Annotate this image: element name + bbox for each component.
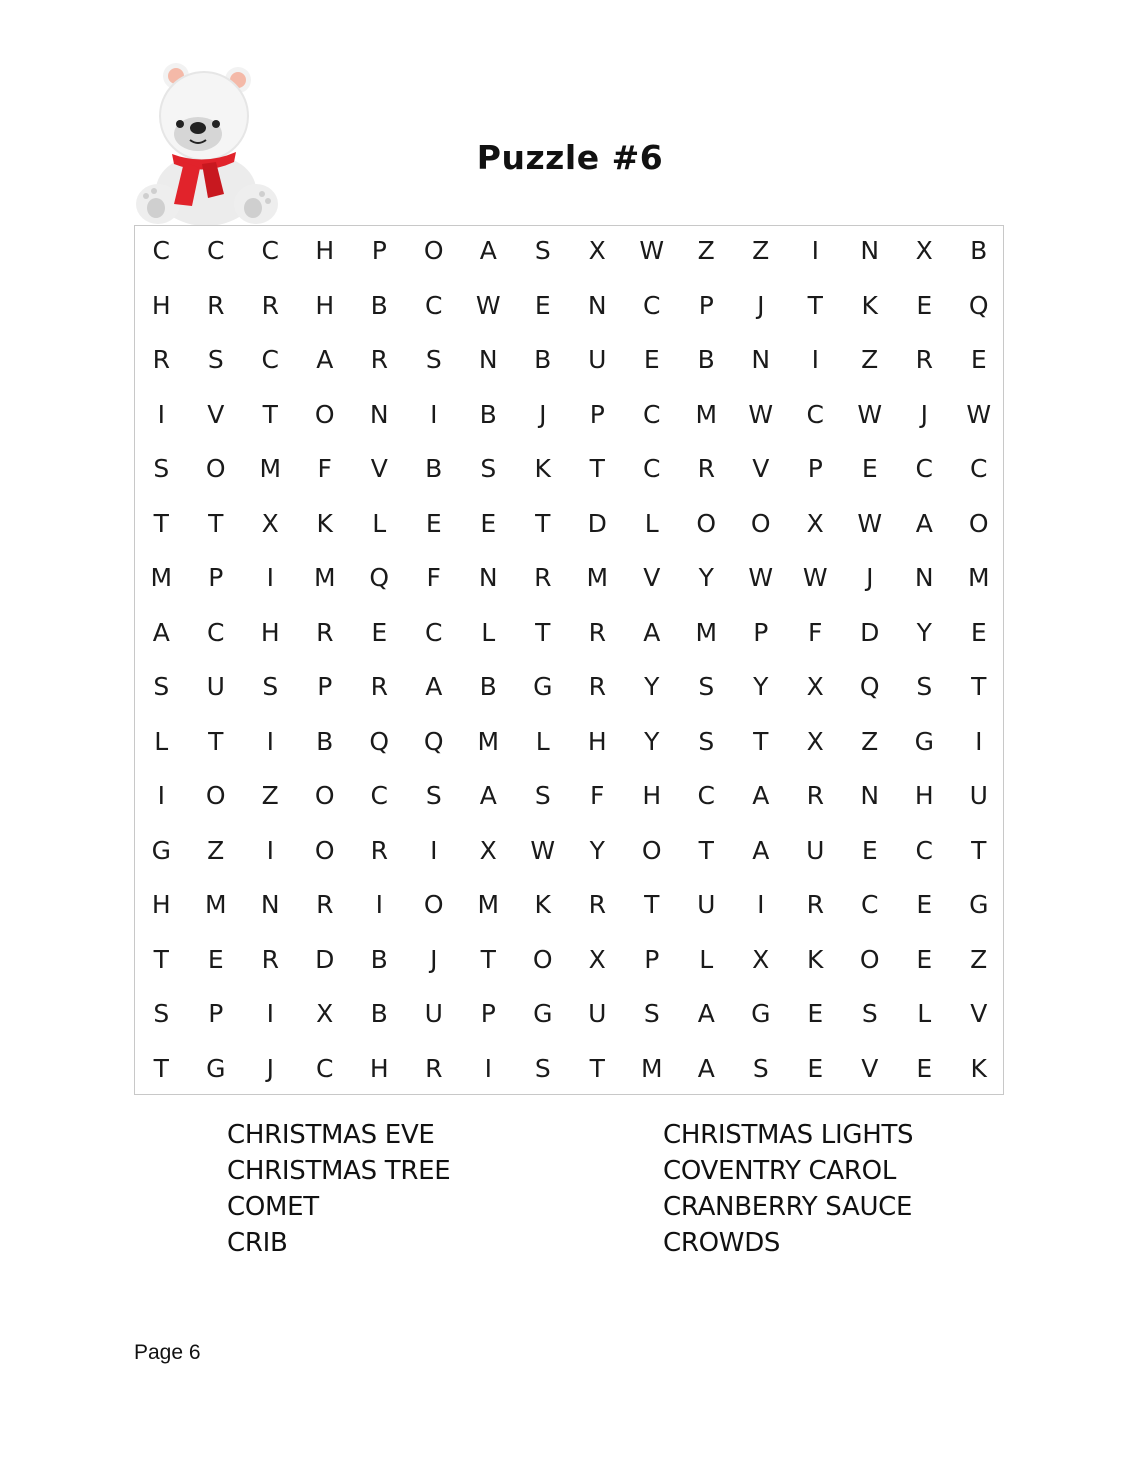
grid-letter: T [262,399,278,429]
grid-letter: R [152,345,170,374]
grid-letter: I [266,999,274,1028]
grid-letter: R [915,345,933,374]
grid-letter: W [748,399,774,429]
grid-letter: N [587,290,607,320]
grid-letter: E [480,508,497,538]
grid-letter: C [915,835,933,865]
grid-letter: Z [207,835,225,865]
grid-letter: P [317,672,333,701]
grid-letter: M [695,617,718,647]
grid-letter: Z [752,236,770,265]
grid-letter: I [157,781,165,810]
grid-letter: C [970,454,988,483]
grid-letter: R [425,1053,443,1083]
grid-letter: G [206,1053,226,1083]
grid-letter: P [589,399,605,429]
grid-letter: V [370,454,388,483]
grid-letter: R [370,345,388,374]
grid-letter: J [757,290,765,320]
grid-letter: X [316,999,334,1028]
grid-letter: P [644,944,660,974]
grid-letter: T [589,1053,605,1083]
word-list-item: COMET [227,1192,319,1222]
grid-letter: G [533,672,553,701]
grid-letter: J [266,1053,274,1083]
grid-letter: I [811,345,819,374]
grid-letter: J [920,399,928,429]
grid-letter: X [806,726,824,756]
grid-letter: B [370,944,388,974]
word-list-item: CHRISTMAS EVE [227,1120,435,1150]
grid-letter: E [807,1053,824,1083]
grid-letter: W [857,399,883,429]
grid-letter: C [370,781,388,810]
grid-letter: Y [698,563,714,592]
grid-letter: U [206,672,225,701]
grid-letter: S [153,454,170,483]
grid-letter: O [423,890,444,919]
grid-letter: E [534,290,551,320]
grid-letter: I [757,890,765,919]
grid-letter: M [695,399,718,429]
grid-letter: B [425,454,443,483]
grid-letter: J [539,399,547,429]
grid-letter: C [425,290,443,320]
grid-letter: P [208,999,224,1028]
grid-letter: T [589,454,605,483]
grid-letter: C [915,454,933,483]
grid-letter: S [643,999,660,1028]
grid-letter: Y [916,617,932,647]
grid-letter: O [423,236,444,265]
grid-letter: U [588,345,607,374]
grid-letter: H [260,617,280,647]
grid-letter: S [153,672,170,701]
grid-letter: T [153,1053,169,1083]
grid-letter: G [533,999,553,1028]
word-list-left [227,1117,450,1261]
grid-letter: R [697,454,715,483]
grid-letter: P [371,236,387,265]
grid-letter: H [151,890,171,919]
grid-letter: A [316,345,334,374]
grid-letter: I [375,890,383,919]
grid-letter: K [534,890,551,919]
grid-letter: O [532,944,553,974]
grid-letter: T [807,290,823,320]
grid-letter: Y [589,835,605,865]
grid-letter: E [916,1053,933,1083]
grid-letter: K [861,290,878,320]
word-list-item: CRANBERRY SAUCE [663,1192,913,1222]
grid-letter: I [430,835,438,865]
grid-letter: Z [861,726,879,756]
grid-letter: W [857,508,883,538]
grid-letter: V [861,1053,879,1083]
grid-letter: M [150,563,173,592]
grid-letter: J [430,944,438,974]
grid-letter: L [154,726,169,756]
grid-letter: B [479,672,497,701]
grid-letter: C [261,345,279,374]
grid-letter: G [751,999,771,1028]
grid-letter: E [371,617,388,647]
grid-letter: S [425,781,442,810]
grid-letter: N [369,399,389,429]
grid-letter: M [259,454,282,483]
grid-letter: X [261,508,279,538]
word-list-item: COVENTRY CAROL [663,1156,897,1186]
grid-letter: R [316,890,334,919]
grid-letter: T [535,617,551,647]
letter-grid [135,226,1003,1094]
grid-letter: D [315,944,335,974]
grid-letter: Q [423,726,444,756]
grid-letter: Z [970,944,988,974]
grid-letter: B [534,345,552,374]
grid-letter: N [260,890,280,919]
grid-letter: F [590,781,605,810]
grid-letter: R [316,617,334,647]
grid-letter: Y [753,672,769,701]
grid-letter: B [970,236,988,265]
grid-letter: B [479,399,497,429]
grid-letter: B [370,290,388,320]
grid-letter: S [698,672,715,701]
word-search-grid [134,225,1004,1095]
grid-letter: C [806,399,824,429]
grid-letter: E [643,345,660,374]
grid-letter: W [802,563,828,592]
grid-letter: F [317,454,332,483]
word-list-item: CRIB [227,1228,288,1258]
grid-letter: T [208,726,224,756]
grid-letter: U [697,890,716,919]
grid-letter: U [424,999,443,1028]
grid-letter: E [970,345,987,374]
grid-letter: C [643,399,661,429]
grid-letter: N [860,236,880,265]
grid-letter: R [370,672,388,701]
grid-letter: N [860,781,880,810]
grid-letter: Z [261,781,279,810]
grid-letter: R [588,672,606,701]
grid-letter: E [861,835,878,865]
grid-letter: M [313,563,336,592]
grid-letter: O [314,399,335,429]
grid-letter: C [425,617,443,647]
grid-letter: M [477,890,500,919]
grid-letter: N [751,345,771,374]
grid-letter: R [806,890,824,919]
grid-letter: T [971,672,987,701]
grid-letter: A [915,508,933,538]
grid-letter: H [369,1053,389,1083]
grid-letter: E [425,508,442,538]
grid-letter: R [806,781,824,810]
grid-letter: S [534,1053,551,1083]
grid-letter: H [642,781,662,810]
grid-letter: K [316,508,333,538]
grid-letter: A [643,617,661,647]
grid-letter: R [261,290,279,320]
grid-letter: Q [968,290,989,320]
grid-letter: Q [369,726,390,756]
grid-letter: V [643,563,661,592]
grid-letter: Q [369,563,390,592]
grid-letter: W [639,236,665,265]
grid-letter: O [696,508,717,538]
grid-letter: I [266,726,274,756]
grid-letter: H [315,290,335,320]
grid-letter: C [207,236,225,265]
grid-letter: Y [644,726,660,756]
word-list-item: CHRISTMAS LIGHTS [663,1120,914,1150]
grid-letter: L [372,508,387,538]
grid-letter: S [207,345,224,374]
grid-letter: O [314,835,335,865]
grid-letter: C [152,236,170,265]
grid-letter: X [806,672,824,701]
grid-letter: U [588,999,607,1028]
grid-letter: T [153,508,169,538]
grid-letter: S [752,1053,769,1083]
grid-letter: T [535,508,551,538]
grid-letter: L [644,508,659,538]
grid-letter: E [970,617,987,647]
grid-letter: C [261,236,279,265]
grid-letter: D [860,617,880,647]
grid-letter: P [698,290,714,320]
grid-letter: S [153,999,170,1028]
grid-letter: M [586,563,609,592]
grid-letter: C [316,1053,334,1083]
grid-letter: U [969,781,988,810]
grid-letter: W [475,290,501,320]
grid-letter: P [753,617,769,647]
grid-letter: B [697,345,715,374]
grid-letter: L [699,944,714,974]
word-list-item: CROWDS [663,1228,781,1258]
grid-letter: A [425,672,443,701]
grid-letter: L [917,999,932,1028]
grid-letter: S [534,781,551,810]
grid-letter: D [587,508,607,538]
grid-letter: E [916,944,933,974]
grid-letter: N [478,345,498,374]
grid-letter: A [697,1053,715,1083]
grid-letter: A [697,999,715,1028]
grid-letter: A [479,781,497,810]
grid-letter: G [914,726,934,756]
grid-letter: H [914,781,934,810]
grid-letter: C [207,617,225,647]
grid-letter: E [916,890,933,919]
grid-letter: O [205,454,226,483]
grid-letter: F [808,617,823,647]
grid-letter: S [480,454,497,483]
grid-letter: T [153,944,169,974]
grid-letter: E [207,944,224,974]
grid-letter: I [430,399,438,429]
word-list-item: CHRISTMAS TREE [227,1156,451,1186]
grid-letter: A [479,236,497,265]
grid-letter: X [588,944,606,974]
grid-letter: V [207,399,225,429]
grid-letter: C [861,890,879,919]
grid-letter: S [262,672,279,701]
grid-letter: Z [697,236,715,265]
grid-letter: T [753,726,769,756]
grid-letter: G [151,835,171,865]
grid-letter: K [970,1053,987,1083]
grid-letter: H [315,236,335,265]
grid-letter: K [534,454,551,483]
grid-letter: I [484,1053,492,1083]
grid-letter: N [914,563,934,592]
grid-letter: L [535,726,550,756]
grid-letter: R [261,944,279,974]
grid-letter: P [807,454,823,483]
grid-letter: T [971,835,987,865]
grid-letter: E [807,999,824,1028]
grid-letter: G [969,890,989,919]
grid-letter: B [370,999,388,1028]
grid-letter: C [643,454,661,483]
grid-letter: O [314,781,335,810]
grid-letter: X [479,835,497,865]
grid-letter: I [157,399,165,429]
grid-letter: X [588,236,606,265]
grid-letter: W [966,399,992,429]
grid-letter: W [530,835,556,865]
grid-letter: T [644,890,660,919]
grid-letter: R [534,563,552,592]
grid-letter: M [640,1053,663,1083]
grid-letter: T [208,508,224,538]
grid-letter: W [748,563,774,592]
grid-letter: J [866,563,874,592]
grid-letter: B [316,726,334,756]
grid-letter: X [915,236,933,265]
grid-letter: R [207,290,225,320]
grid-letter: O [205,781,226,810]
page-number: Page 6 [134,1341,201,1364]
grid-letter: F [426,563,441,592]
grid-letter: X [752,944,770,974]
grid-letter: R [588,617,606,647]
grid-letter: A [152,617,170,647]
grid-letter: E [861,454,878,483]
grid-letter: S [916,672,933,701]
grid-letter: V [752,454,770,483]
grid-letter: Z [861,345,879,374]
grid-letter: O [641,835,662,865]
grid-letter: L [481,617,496,647]
grid-letter: R [588,890,606,919]
page-title: Puzzle #6 [476,138,664,177]
grid-letter: S [534,236,551,265]
grid-letter: A [752,781,770,810]
grid-letter: I [975,726,983,756]
grid-letter: P [208,563,224,592]
grid-letter: K [807,944,824,974]
grid-letter: O [859,944,880,974]
word-list-right [663,1117,913,1261]
grid-letter: T [480,944,496,974]
grid-letter: C [697,781,715,810]
grid-letter: Q [859,672,880,701]
grid-letter: S [861,999,878,1028]
grid-letter: H [151,290,171,320]
grid-letter: A [752,835,770,865]
grid-letter: S [425,345,442,374]
grid-letter: S [698,726,715,756]
grid-letter: X [806,508,824,538]
grid-letter: R [370,835,388,865]
grid-letter: I [266,563,274,592]
grid-letter: C [643,290,661,320]
grid-letter: I [266,835,274,865]
grid-letter: O [968,508,989,538]
grid-letter: T [698,835,714,865]
grid-letter: M [204,890,227,919]
grid-letter: E [916,290,933,320]
grid-letter: U [806,835,825,865]
grid-letter: N [478,563,498,592]
grid-letter: H [587,726,607,756]
grid-letter: M [477,726,500,756]
grid-letter: I [811,236,819,265]
grid-letter: P [480,999,496,1028]
grid-letter: M [967,563,990,592]
grid-letter: O [750,508,771,538]
grid-letter: V [970,999,988,1028]
grid-letter: Y [644,672,660,701]
